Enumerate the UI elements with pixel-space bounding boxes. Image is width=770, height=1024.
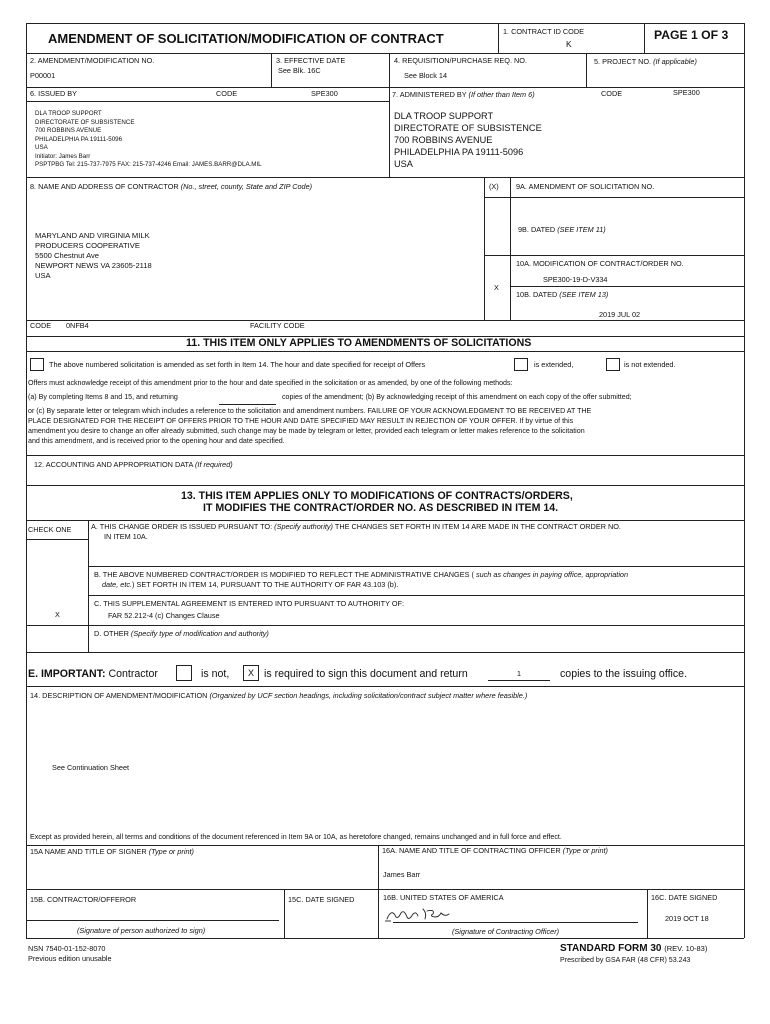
address-line: PHILADELPHIA PA 19111-5096 bbox=[394, 147, 524, 157]
contractor-address bbox=[35, 231, 152, 281]
rule bbox=[378, 845, 379, 938]
address-line: PHILADELPHIA PA 19111-5096 bbox=[35, 135, 123, 143]
project-no-label-main: 5. PROJECT NO. bbox=[594, 57, 652, 66]
item-14-label-main: 14. DESCRIPTION OF AMENDMENT/MODIFICATION bbox=[30, 691, 208, 700]
rule bbox=[484, 255, 744, 256]
is-extended-label: is extended, bbox=[534, 360, 574, 369]
rule bbox=[510, 177, 511, 320]
paragraph-line: PLACE DESIGNATED FOR THE RECEIPT OF OFFERS PRIOR TO THE HOUR AND DATE SPECIFIED MAY RESULT IN REJECTION OF YOUR OFFER. If by virtue of this bbox=[28, 417, 574, 425]
rule bbox=[484, 197, 744, 198]
acknowledge-method-b: copies of the amendment; (b) By acknowledging receipt of this amendment on each copy of the offer submitted; bbox=[282, 393, 632, 401]
rule bbox=[88, 520, 89, 652]
rule bbox=[26, 53, 744, 54]
option-c-checked-mark: X bbox=[55, 610, 60, 619]
option-d-main: D. OTHER bbox=[94, 629, 129, 638]
administered-code-label: CODE bbox=[601, 89, 623, 98]
option-a-note: (Specify authority) bbox=[274, 522, 333, 531]
address-line: USA bbox=[35, 271, 51, 280]
item-10b-label-main: 10B. DATED bbox=[516, 290, 558, 299]
is-extended-checkbox[interactable] bbox=[514, 358, 528, 371]
option-a-main: A. THIS CHANGE ORDER IS ISSUED PURSUANT TO: bbox=[91, 522, 273, 531]
officer-name-value: James Barr bbox=[383, 870, 421, 879]
address-line: 700 ROBBINS AVENUE bbox=[35, 127, 102, 134]
rule bbox=[26, 320, 744, 321]
officer-name-label bbox=[382, 847, 608, 854]
is-not-extended-label: is not extended. bbox=[624, 360, 676, 369]
rule bbox=[284, 889, 285, 938]
option-b-line2 bbox=[102, 581, 398, 588]
item-10b-value: 2019 JUL 02 bbox=[599, 310, 641, 319]
section-13-heading-line1: 13. THIS ITEM APPLIES ONLY TO MODIFICATIONS OF CONTRACTS/ORDERS, bbox=[181, 490, 573, 502]
rule bbox=[88, 595, 744, 596]
sig-line-15b bbox=[26, 920, 279, 921]
contractor-word: Contractor bbox=[108, 668, 158, 680]
united-states-label: 16B. UNITED STATES OF AMERICA bbox=[383, 893, 504, 902]
is-not-extended-checkbox[interactable] bbox=[606, 358, 620, 371]
standard-form-number: STANDARD FORM 30 bbox=[560, 943, 662, 954]
solicitation-amended-checkbox[interactable] bbox=[30, 358, 44, 371]
contractor-label bbox=[30, 183, 312, 190]
initiator-line: Initiator: James Barr bbox=[35, 152, 91, 160]
administered-by-label-note: (If other than Item 6) bbox=[468, 90, 535, 99]
except-provided-text: Except as provided herein, all terms and conditions of the document referenced in Item 9A or 10A, as heretofore changed, remains unchanged and in full force and effect. bbox=[30, 833, 562, 841]
amendment-no-value: P00001 bbox=[30, 71, 56, 80]
check-one-label: CHECK ONE bbox=[28, 525, 72, 534]
item-14-label bbox=[30, 692, 527, 699]
contractor-code-label: CODE bbox=[30, 321, 52, 330]
previous-edition-note: Previous edition unusable bbox=[28, 954, 112, 963]
officer-name-label-note: (Type or print) bbox=[562, 846, 608, 855]
address-line: DLA TROOP SUPPORT bbox=[35, 110, 102, 117]
requisition-value: See Block 14 bbox=[404, 71, 447, 80]
paragraph-line: or (c) By separate letter or telegram which includes a reference to the solicitation and amendment numbers. FAILURE OF YOUR ACKNOWLEDGMENT TO BE RECEIVED AT THE bbox=[28, 407, 592, 415]
is-required-checkbox[interactable]: X bbox=[243, 665, 259, 681]
item-12-label bbox=[34, 461, 233, 468]
signer-name-label-note: (Type or print) bbox=[148, 847, 194, 856]
rule bbox=[389, 53, 390, 177]
solicitation-amended-text: The above numbered solicitation is amended as set forth in Item 14. The hour and date specified for receipt of Offers bbox=[49, 360, 426, 369]
item-10b-label bbox=[516, 291, 608, 298]
rule-left bbox=[26, 23, 27, 938]
item-10a-checked-mark: X bbox=[494, 283, 499, 292]
signer-name-label-main: 15A NAME AND TITLE OF SIGNER bbox=[30, 847, 147, 856]
x-column-header: (X) bbox=[489, 182, 499, 191]
rule bbox=[271, 53, 272, 87]
item-12-label-main: 12. ACCOUNTING AND APPROPRIATION DATA bbox=[34, 460, 193, 469]
option-b-main: B. THE ABOVE NUMBERED CONTRACT/ORDER IS MODIFIED TO REFLECT THE ADMINISTRATIVE CHANGES ( bbox=[94, 570, 474, 579]
option-b-rest: ) SET FORTH IN ITEM 14, PURSUANT TO THE AUTHORITY OF FAR 43.103 (b). bbox=[132, 580, 399, 589]
option-a-line2: IN ITEM 10A. bbox=[104, 532, 148, 541]
rule bbox=[586, 53, 587, 87]
contract-id-code-label: 1. CONTRACT ID CODE bbox=[503, 27, 584, 36]
rule bbox=[88, 566, 744, 567]
rule bbox=[26, 87, 744, 88]
rule bbox=[26, 351, 744, 352]
rule-bottom bbox=[26, 938, 744, 939]
requisition-label: 4. REQUISITION/PURCHASE REQ. NO. bbox=[394, 56, 527, 65]
acknowledge-paragraph bbox=[28, 406, 591, 446]
project-no-label bbox=[594, 58, 697, 65]
item-12-label-note: (If required) bbox=[194, 460, 233, 469]
contact-line: PSPTPBG Tel: 215-737-7975 FAX: 215-737-4246 Email: JAMES.BARR@DLA.MIL bbox=[35, 161, 262, 168]
option-d-line bbox=[94, 630, 269, 637]
address-line: MARYLAND AND VIRGINIA MILK bbox=[35, 231, 150, 240]
option-b-note-2: date, etc. bbox=[102, 580, 133, 589]
acknowledge-intro: Offers must acknowledge receipt of this amendment prior to the hour and date specified in the solicitation or as amended, by one of the following methods: bbox=[28, 379, 513, 387]
is-not-checkbox[interactable] bbox=[176, 665, 192, 681]
item-9b-label bbox=[518, 226, 606, 233]
issued-code-label: CODE bbox=[216, 89, 238, 98]
rule bbox=[484, 177, 485, 320]
copies-blank-line bbox=[219, 404, 276, 405]
contract-id-code-value: K bbox=[566, 39, 572, 49]
copies-count: 1 bbox=[488, 669, 550, 681]
paragraph-line: amendment you desire to change an offer already submitted, such change may be made by telegram or letter, provided each telegram or letter makes reference to the solicitation bbox=[28, 427, 585, 435]
effective-date-value: See Blk. 16C bbox=[278, 66, 321, 75]
address-line: PRODUCERS COOPERATIVE bbox=[35, 241, 140, 250]
standard-form-revision: (REV. 10-83) bbox=[664, 944, 708, 953]
address-line: DLA TROOP SUPPORT bbox=[394, 111, 494, 121]
option-c-line1: C. THIS SUPPLEMENTAL AGREEMENT IS ENTERED INTO PURSUANT TO AUTHORITY OF: bbox=[94, 599, 405, 608]
address-line: 5500 Chestnut Ave bbox=[35, 251, 100, 260]
item-9b-label-main: 9B. DATED bbox=[518, 225, 556, 234]
officer-name-label-main: 16A. NAME AND TITLE OF CONTRACTING OFFICER bbox=[382, 846, 561, 855]
issued-code-value: SPE300 bbox=[311, 89, 338, 98]
rule bbox=[26, 455, 744, 456]
address-line: USA bbox=[35, 144, 48, 151]
item-14-label-note: (Organized by UCF section headings, including solicitation/contract subject matter where feasible.) bbox=[209, 691, 528, 700]
date-signed-16c-label: 16C. DATE SIGNED bbox=[651, 893, 718, 902]
contractor-offeror-label: 15B. CONTRACTOR/OFFEROR bbox=[30, 895, 137, 904]
contractor-code-value: 0NFB4 bbox=[66, 321, 89, 330]
section-13-heading-line2: IT MODIFIES THE CONTRACT/ORDER NO. AS DESCRIBED IN ITEM 14. bbox=[203, 502, 559, 514]
rule bbox=[26, 177, 744, 178]
rule bbox=[26, 889, 744, 890]
rule bbox=[498, 23, 499, 53]
important-label: E. IMPORTANT: bbox=[28, 668, 106, 680]
rule-right bbox=[744, 23, 745, 938]
is-not-label: is not, bbox=[201, 668, 230, 680]
address-line: DIRECTORATE OF SUBSISTENCE bbox=[35, 118, 135, 126]
option-b-note: such as changes in paying office, appropriation bbox=[475, 570, 629, 579]
address-line: DIRECTORATE OF SUBSISTENCE bbox=[394, 123, 542, 133]
option-a-line1 bbox=[91, 523, 621, 530]
effective-date-label: 3. EFFECTIVE DATE bbox=[276, 56, 346, 65]
prescribed-by-note: Prescribed by GSA FAR (48 CFR) 53.243 bbox=[560, 956, 691, 964]
rule bbox=[26, 520, 744, 521]
nsn-number: NSN 7540-01-152-8070 bbox=[28, 944, 106, 953]
issued-by-label: 6. ISSUED BY bbox=[30, 89, 78, 98]
option-c-line2: FAR 52.212-4 (c) Changes Clause bbox=[108, 611, 220, 620]
item-9a-label: 9A. AMENDMENT OF SOLICITATION NO. bbox=[516, 182, 655, 191]
paragraph-line: and this amendment, and is received prior to the opening hour and date specified. bbox=[28, 437, 285, 445]
form-title: AMENDMENT OF SOLICITATION/MODIFICATION OF CONTRACT bbox=[48, 31, 444, 46]
issued-by-address bbox=[35, 110, 262, 170]
rule bbox=[26, 652, 744, 653]
item-9b-label-note: (SEE ITEM 11) bbox=[557, 225, 606, 234]
rule bbox=[510, 286, 744, 287]
section-11-heading: 11. THIS ITEM ONLY APPLIES TO AMENDMENTS OF SOLICITATIONS bbox=[186, 337, 532, 349]
address-line: 700 ROBBINS AVENUE bbox=[394, 135, 493, 145]
item-14-body: See Continuation Sheet bbox=[52, 763, 130, 772]
option-d-note: (Specify type of modification and authority) bbox=[130, 629, 269, 638]
contractor-label-note: (No., street, county, State and ZIP Code) bbox=[180, 182, 313, 191]
page-number: PAGE 1 OF 3 bbox=[654, 28, 729, 42]
administered-code-value: SPE300 bbox=[673, 88, 700, 97]
project-no-label-note: (If applicable) bbox=[653, 57, 697, 66]
rule bbox=[26, 485, 744, 486]
administered-by-address bbox=[394, 110, 542, 170]
administered-by-label-main: 7. ADMINISTERED BY bbox=[392, 90, 467, 99]
item-10a-value: SPE300-19-D-V334 bbox=[543, 275, 608, 284]
item-10b-label-note: (SEE ITEM 13) bbox=[559, 290, 609, 299]
rule bbox=[644, 23, 645, 53]
facility-code-label: FACILITY CODE bbox=[250, 321, 305, 330]
signer-name-label bbox=[30, 848, 194, 855]
standard-form-label bbox=[560, 944, 707, 954]
contractor-label-main: 8. NAME AND ADDRESS OF CONTRACTOR bbox=[30, 182, 179, 191]
rule bbox=[26, 101, 389, 102]
copies-text: copies to the issuing office. bbox=[560, 668, 688, 680]
important-line bbox=[28, 669, 158, 680]
acknowledge-method-a: (a) By completing Items 8 and 15, and returning bbox=[28, 393, 178, 401]
rule-top bbox=[26, 23, 744, 24]
item-10a-label: 10A. MODIFICATION OF CONTRACT/ORDER NO. bbox=[516, 259, 684, 268]
amendment-no-label: 2. AMENDMENT/MODIFICATION NO. bbox=[30, 56, 155, 65]
is-required-text: is required to sign this document and return bbox=[264, 668, 468, 680]
address-line: NEWPORT NEWS VA 23605-2118 bbox=[35, 261, 152, 270]
option-a-rest: THE CHANGES SET FORTH IN ITEM 14 ARE MADE IN THE CONTRACT ORDER NO. bbox=[334, 522, 621, 531]
rule bbox=[26, 625, 744, 626]
address-line: USA bbox=[394, 159, 413, 169]
signature-officer-caption: (Signature of Contracting Officer) bbox=[452, 927, 560, 936]
rule bbox=[647, 889, 648, 938]
date-signed-16c-value: 2019 OCT 18 bbox=[665, 914, 709, 923]
option-b-line1 bbox=[94, 571, 628, 578]
contracting-officer-signature bbox=[383, 905, 463, 930]
rule bbox=[26, 539, 88, 540]
rule bbox=[26, 686, 744, 687]
signature-person-caption: (Signature of person authorized to sign) bbox=[77, 926, 206, 935]
date-signed-15c-label: 15C. DATE SIGNED bbox=[288, 895, 355, 904]
administered-by-label bbox=[392, 91, 535, 98]
